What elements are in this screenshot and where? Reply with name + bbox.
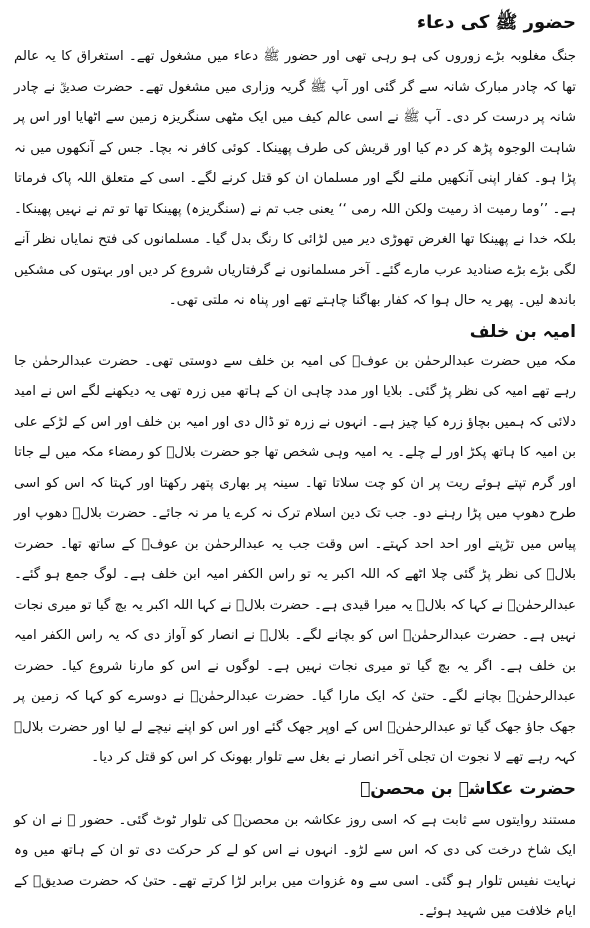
section-heading-prophet-dua: حضور ﷺ کی دعاء	[416, 12, 576, 33]
section-body-umayyah: مکہ میں حضرت عبدالرحمٰن بن عوفؓ کی امیہ بن خلف سے دوستی تھی۔ حضرت عبدالرحمٰن جا رہے تھے امیہ کی نظر پڑ گئی۔ بلایا اور مدد چاہی ان کے ہاتھ میں زرہ تھی یہ دیکھنے لگے اس نے امید دلائی کہ ہمیں بچاؤ زرہ کیا چیز ہے۔ انہوں نے زرہ تو ڈال دی اور امیہ بن خلف اور اس کے لڑکے علی بن امیہ کا ہاتھ پکڑ اور لے چلے۔ یہ امیہ وہی شخص تھا جو حضرت بلالؓ کو رمضاء مکہ میں لے جاتا اور گرم تپتے ہوئے ریت پر ان کو چت سلاتا تھا۔ سینہ پر بھاری پتھر رکھتا اور کہتا کہ اس کو اسی طرح دھوپ میں پڑا رہنے دو۔ جب تک دین اسلام ترک نہ کرے یا مر نہ جائے۔ حضرت بلالؓ دھوپ اور پیاس میں تڑپتے اور احد احد کہتے۔ اس وقت جب یہ عبدالرحمٰن بن عوفؓ کے ساتھ تھا۔ حضرت بلالؓ کی نظر پڑ گئی چلا اٹھے کہ اللہ اکبر یہ تو راس الکفر امیہ ابن خلف ہے۔ لوگ جمع ہو گئے۔ عبدالرحمٰنؓ نے کہا کہ بلالؓ یہ میرا قیدی ہے۔ حضرت بلالؓ نے کہا اللہ اکبر یہ بچ گیا تو میری نجات نہیں ہے۔ حضرت عبدالرحمٰنؓ اس کو بچانے لگے۔ بلالؓ نے انصار کو آواز دی کہ یہ راس الکفر امیہ بن خلف ہے۔ اگر یہ بچ گیا تو میری نجات نہیں ہے۔ لوگوں نے اس کو مارنا شروع کیا۔ حضرت عبدالرحمٰنؓ بچانے لگے۔ حتیٰ کہ ایک مارا گیا۔ حضرت عبدالرحمٰنؓ نے دوسرے کو کہا کہ زمین پر جھک جاؤ جھک گیا تو عبدالرحمٰنؓ اس کے اوپر جھک گئے اور اس کو اپنے نیچے لے لیا اور حضرت بلالؓ کہہ رہے تھے لا نجوت ان تجلی آخر انصار نے بغل سے تلوار بھونک کر اس کو قتل کر دیا۔	[14, 353, 576, 765]
section-body-prophet-dua: جنگ مغلوبہ بڑے زوروں کی ہو رہی تھی اور حضور ﷺ دعاء میں مشغول تھے۔ استغراق کا یہ عالم تھا کہ چادر مبارک شانہ سے گر گئی اور آپ ﷺ گریہ وزاری میں مشغول تھے۔ حضرت صدیقؓ نے چادر شانہ پر درست کر دی۔ آپ ﷺ نے اسی عالم کیف میں ایک مٹھی سنگریزہ زمین سے اٹھایا اور اس پر شاہت الوجوہ پڑھ کر دم کیا اور قریش کی طرف پھینکا۔ کوئی کافر نہ بچا۔ جس کے آنکھوں میں نہ پڑا ہو۔ کفار اپنی آنکھیں ملنے لگے اور مسلمان ان کو قتل کرنے لگے۔ اسی کے متعلق اللہ پاک فرماتا ہے۔ ’’وما رمیت اذ رمیت ولکن اللہ رمی ‘‘ یعنی جب تم نے (سنگریزہ) پھینکا تھا تو تم نے نہیں پھینکا۔ بلکہ خدا نے پھینکا تھا الغرض تھوڑی دیر میں لڑائی کا رنگ بدل گیا۔ مسلمانوں کی فتح نمایاں نظر آنے لگی بڑے بڑے صنادید عرب مارے گئے۔ آخر مسلمانوں نے گرفتاریاں شروع کر دیں اور بہتوں کی مشکیں باندھ لیں۔ پھر یہ حال ہوا کہ کفار بھاگنا چاہتے تھے اور پناہ نہ ملتی تھی۔	[13, 49, 576, 308]
section-body-ukkashah: مستند روایتوں سے ثابت ہے کہ اسی روز عکاشہ بن محصنؓ کی تلوار ٹوٹ گئی۔ حضور ﷺ نے ان کو ایک شاخ درخت کی دی کہ اس سے لڑو۔ انہوں نے اس کو لے کر حرکت دی تو ان کے ہاتھ میں وہ نہایت نفیس تلوار ہو گئی۔ اسی سے وہ غزوات میں برابر لڑا کرتے تھے۔ حتیٰ کہ حضرت صدیقؓ کے ایام خلافت میں شہید ہوئے۔	[14, 812, 576, 919]
section-heading-umayyah: امیہ بن خلف	[469, 321, 576, 342]
section-heading-ukkashah: حضرت عکاشہ بن محصنؓ	[360, 778, 576, 799]
